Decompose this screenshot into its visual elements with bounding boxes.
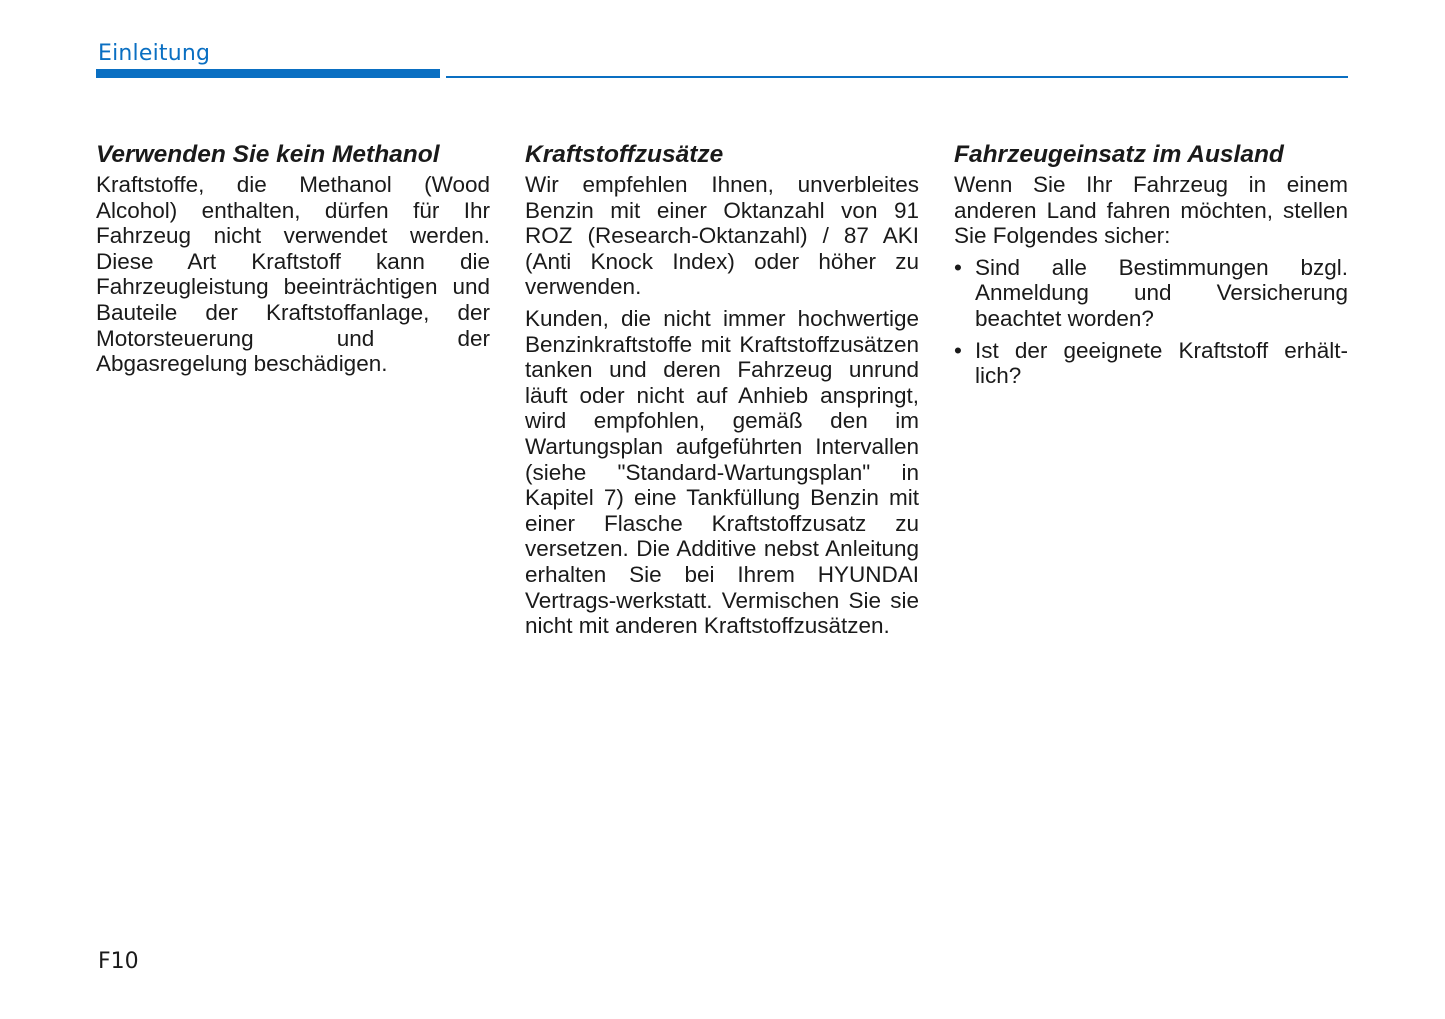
column-methanol (96, 140, 490, 383)
page-number: F10 (98, 949, 139, 974)
paragraph-additive-usage: Kunden, die nicht immer hochwertige Benzinkraftstoffe mit Kraftstoffzusätzen tanken und deren Fahrzeug unrund läuft oder nicht auf Anhieb anspringt, wird empfohlen, gemäß den im Wartungsplan aufgeführten Intervallen (siehe "Standard-Wartungsplan" in Kapitel 7) eine Tankfüllung Benzin mit einer Flasche Kraftstoffzusatz zu versetzen. Die Additive nebst Anleitung erhalten Sie bei Ihrem HYUNDAI Vertrags-werkstatt. Vermischen Sie sie nicht mit anderen Kraftstoffzusätzen. (525, 305, 919, 639)
list-item-text: Ist der geeignete Kraftstoff erhält-lich? (975, 337, 1348, 389)
list-item (954, 338, 1348, 389)
bullet-icon: • (954, 337, 962, 363)
paragraph-methanol: Kraftstoffe, die Methanol (Wood Alcohol) enthalten, dürfen für Ihr Fahrzeug nicht verwendet werden. Diese Art Kraftstoff kann die Fahrzeugleistung beeinträchtigen und Bauteile der Kraftstoffanlage, der Motorsteuerung und der Abgasregelung beschädigen. (96, 172, 490, 377)
column-foreign-use (954, 140, 1348, 395)
header-rule (446, 76, 1348, 78)
header-accent-bar (96, 69, 440, 78)
paragraph-foreign-intro: Wenn Sie Ihr Fahrzeug in einem anderen Land fahren möchten, stellen Sie Folgendes sicher: (954, 172, 1348, 249)
list-item-text: Sind alle Bestimmungen bzgl. Anmeldung und Versicherung beachtet worden? (975, 254, 1348, 331)
paragraph-octane-recommendation: Wir empfehlen Ihnen, unverbleites Benzin mit einer Oktanzahl von 91 ROZ (Research-Oktanzahl) / 87 AKI (Anti Knock Index) oder höher zu verwenden. (525, 172, 919, 300)
list-item (954, 255, 1348, 332)
section-title: Einleitung (98, 41, 211, 66)
column-fuel-additives (525, 140, 919, 645)
checklist (954, 255, 1348, 389)
heading-fuel-additives: Kraftstoffzusätze (525, 141, 724, 168)
bullet-icon: • (954, 254, 962, 280)
heading-foreign-use: Fahrzeugeinsatz im Ausland (954, 141, 1284, 168)
heading-methanol: Verwenden Sie kein Methanol (96, 141, 440, 168)
